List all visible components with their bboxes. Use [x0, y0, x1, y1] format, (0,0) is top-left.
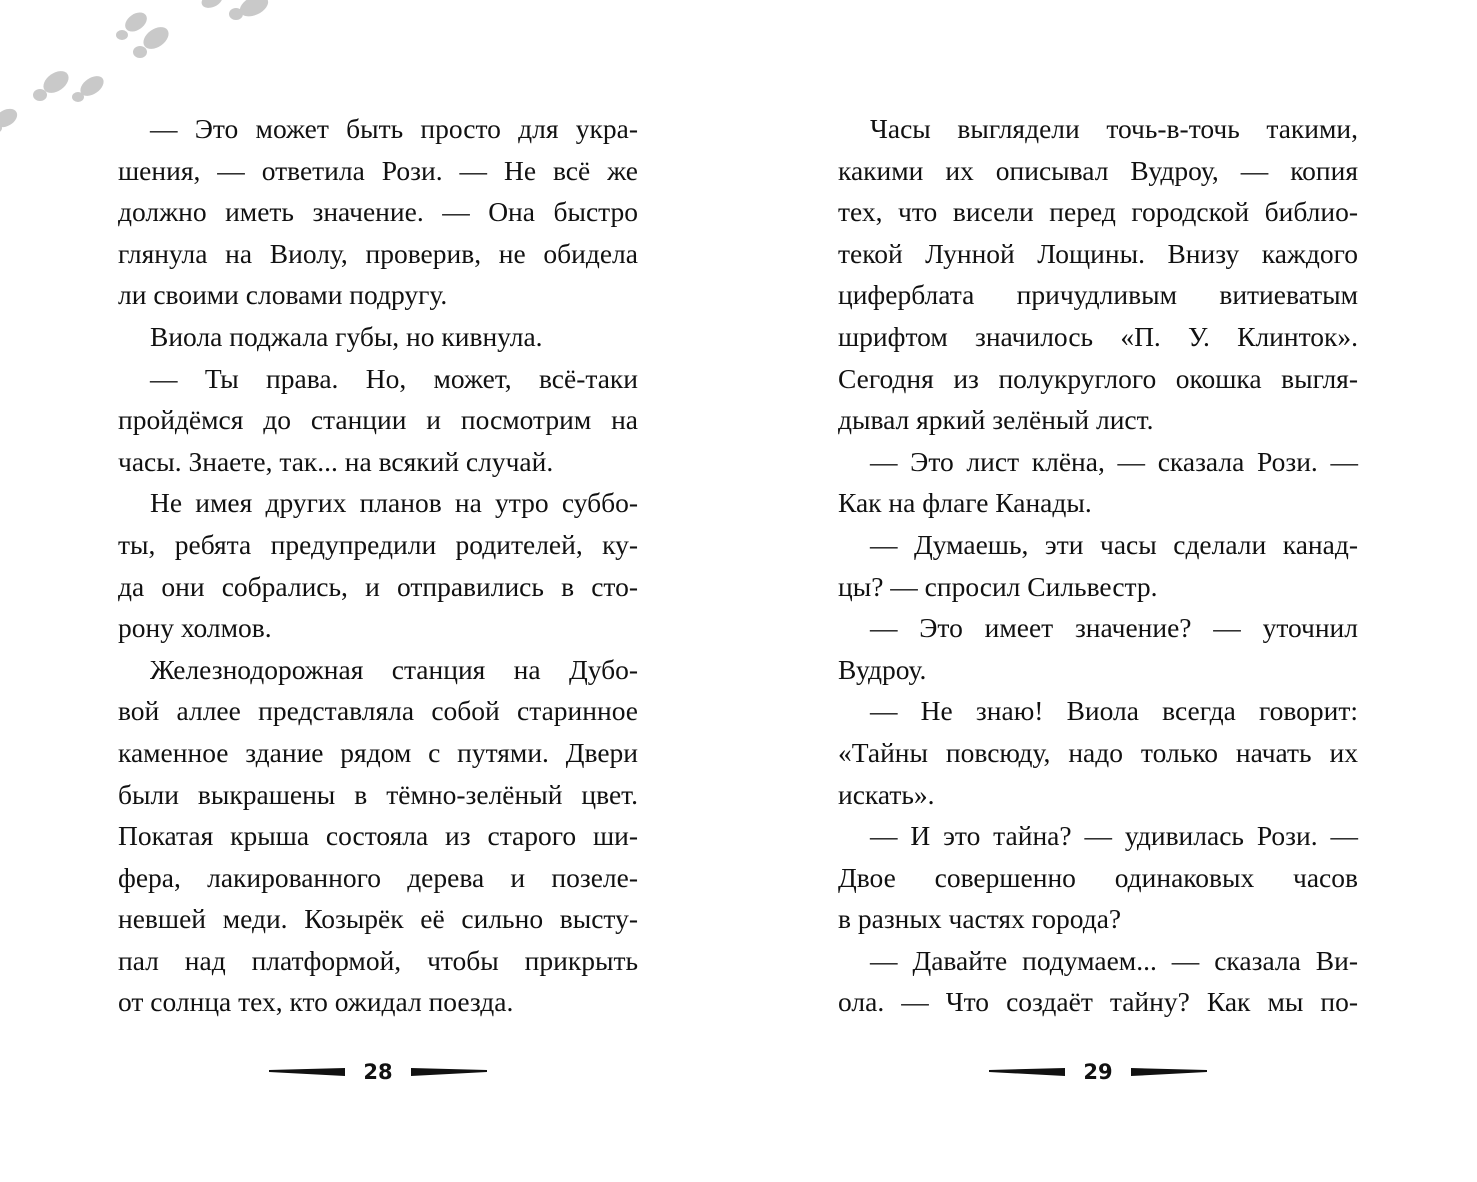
text-line: были выкрашены в тёмно-зелёный цвет. [118, 778, 638, 810]
page-number: 28 [363, 1060, 393, 1084]
text-line: ли своими словами подругу. [118, 279, 448, 311]
text-line: — Это может быть просто для укра- [150, 113, 638, 144]
text-line: Покатая крыша состояла из старого ши- [118, 820, 638, 852]
text-line: Вудроу. [838, 653, 927, 685]
text-line: рону холмов. [118, 612, 272, 644]
text-line: текой Лунной Лощины. Внизу каждого [838, 237, 1358, 269]
page-number-footer-right [978, 1055, 1218, 1089]
right-page-text [838, 108, 1358, 1023]
left-page-text [118, 108, 638, 1023]
text-line: цы? — спросил Сильвестр. [838, 570, 1158, 602]
text-line: — Ты права. Но, может, всё-таки [150, 362, 638, 394]
text-line: да они собрались, и отправились в сто- [118, 570, 638, 602]
text-line: Как на флаге Канады. [838, 487, 1092, 519]
text-line: искать». [838, 778, 935, 810]
text-line: пал над платформой, чтобы прикрыть [118, 944, 638, 976]
text-line: часы. Знаете, так... на всякий случай. [118, 445, 554, 477]
text-line: ты, ребята предупредили родителей, ку- [118, 528, 638, 560]
page-number-footer-left [258, 1055, 498, 1089]
text-line: дывал яркий зелёный лист. [838, 404, 1154, 436]
text-line: в разных частях города? [838, 903, 1122, 935]
text-line: невшей меди. Козырёк её сильно высту- [118, 903, 638, 935]
right-ornament-icon [411, 1065, 487, 1079]
left-ornament-icon [989, 1065, 1065, 1079]
text-line: — И это тайна? — удивилась Рози. — [870, 820, 1358, 852]
text-line: фера, лакированного дерева и позеле- [118, 861, 638, 893]
text-line: Сегодня из полукруглого окошка выгля- [838, 362, 1358, 394]
text-line: должно иметь значение. — Она быстро [118, 196, 638, 228]
text-line: циферблата причудливым витиеватым [838, 279, 1358, 311]
text-line: какими их описывал Вудроу, — копия [838, 154, 1358, 186]
text-line: — Это имеет значение? — уточнил [870, 612, 1358, 644]
page-number: 29 [1083, 1060, 1113, 1084]
text-line: — Думаешь, эти часы сделали канад- [870, 528, 1358, 560]
text-line: — Не знаю! Виола всегда говорит: [870, 695, 1358, 727]
text-line: тех, что висели перед городской библио- [838, 196, 1358, 228]
text-line: каменное здание рядом с путями. Двери [118, 736, 638, 768]
text-line: вой аллее представляла собой старинное [118, 695, 638, 727]
text-line: Двое совершенно одинаковых часов [838, 861, 1358, 893]
text-line: «Тайны повсюду, надо только начать их [838, 736, 1358, 768]
text-line: глянула на Виолу, проверив, не обидела [118, 237, 638, 269]
text-line: Не имея других планов на утро суббо- [150, 487, 638, 519]
text-line: ола. — Что создаёт тайну? Как мы по- [838, 986, 1358, 1018]
left-ornament-icon [269, 1065, 345, 1079]
text-line: шрифтом значилось «П. У. Клинток». [838, 320, 1358, 352]
text-line: пройдёмся до станции и посмотрим на [118, 404, 638, 436]
text-line: Железнодорожная станция на Дубо- [150, 653, 638, 685]
text-line: — Это лист клёна, — сказала Рози. — [870, 445, 1358, 477]
right-ornament-icon [1131, 1065, 1207, 1079]
text-line: шения, — ответила Рози. — Не всё же [118, 154, 638, 186]
text-line: Виола поджала губы, но кивнула. [150, 320, 543, 352]
text-line: Часы выглядели точь-в-точь такими, [870, 113, 1358, 144]
text-line: — Давайте подумаем... — сказала Ви- [870, 944, 1358, 976]
text-line: от солнца тех, кто ожидал поезда. [118, 986, 514, 1018]
